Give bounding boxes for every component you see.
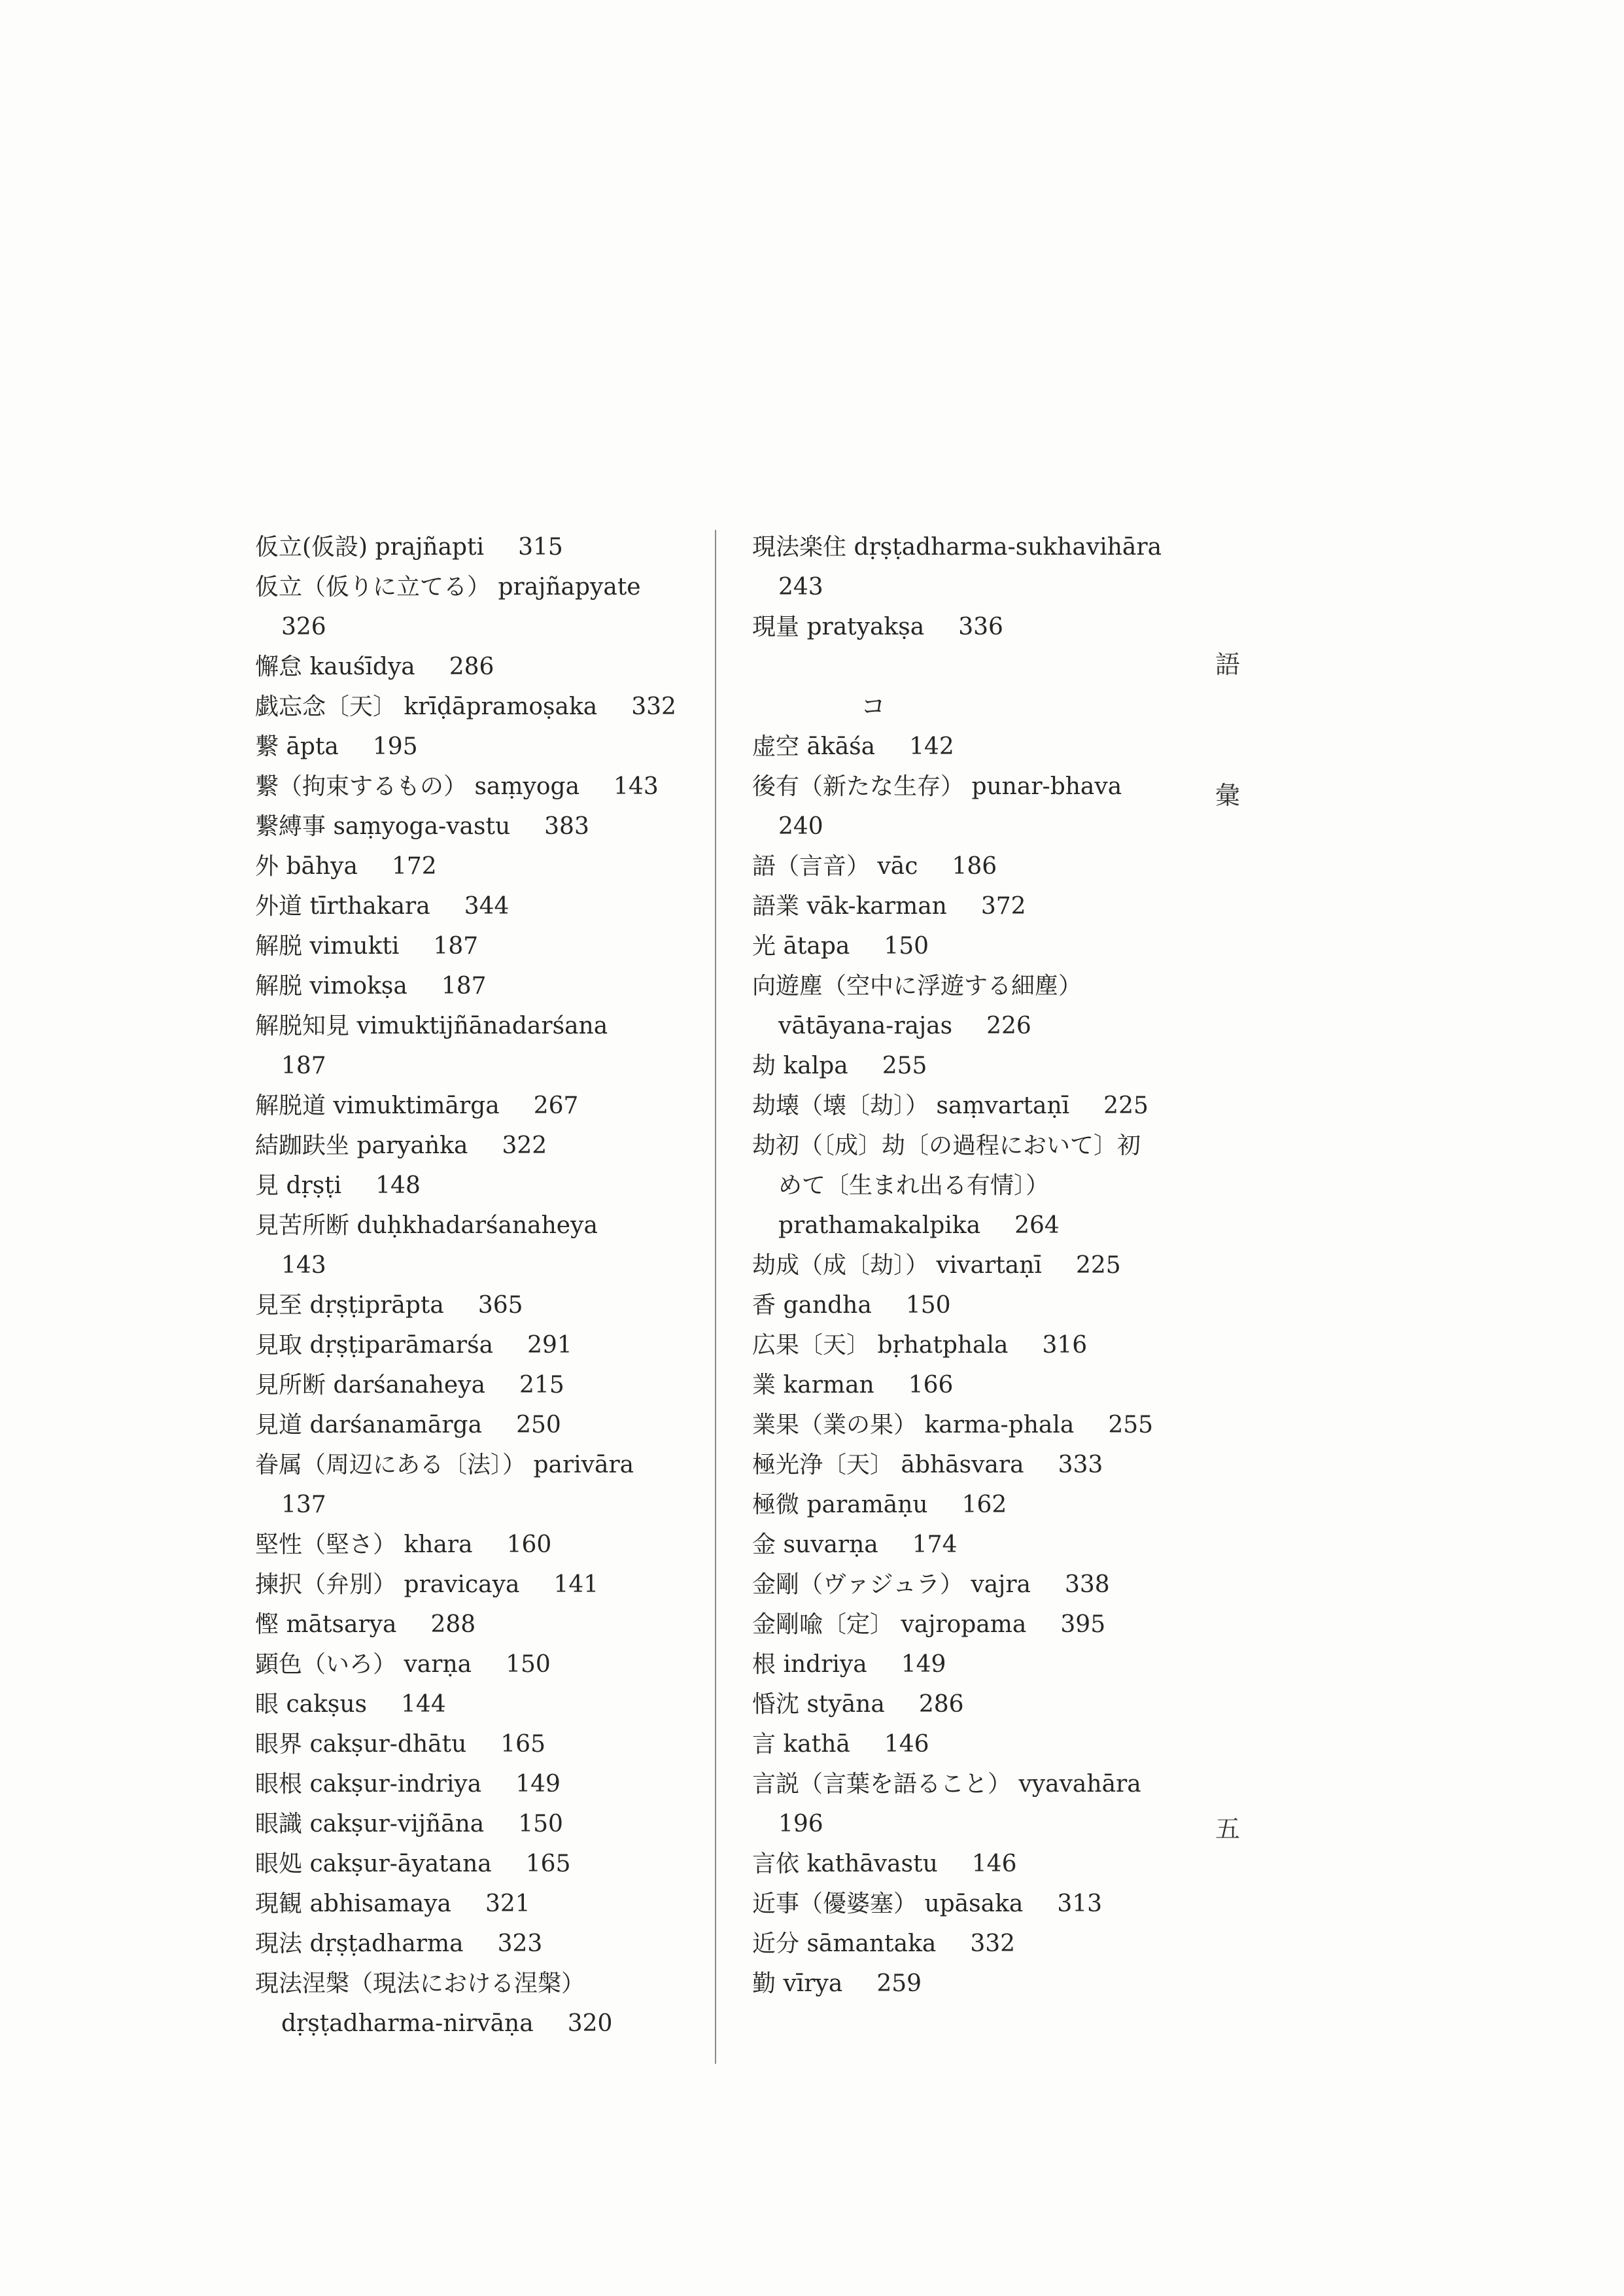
entry-term: prathamakalpika <box>778 1212 981 1239</box>
entry-term: 眷属（周辺にある〔法〕） parivāra <box>255 1452 634 1478</box>
entry-page-number: 322 <box>502 1132 547 1159</box>
entry-page-number: 332 <box>970 1930 1016 1957</box>
index-entry-continuation <box>752 1206 1223 1245</box>
entry-term: 言説（言葉を語ること） vyavahāra <box>752 1771 1141 1798</box>
index-entry <box>255 1365 713 1405</box>
index-entry <box>752 1485 1223 1525</box>
entry-page-number: 187 <box>441 973 487 1000</box>
entry-term: 解脱知見 vimuktijñānadarśana <box>255 1013 608 1039</box>
index-entry-continuation <box>752 1006 1223 1046</box>
entry-page-number: 144 <box>401 1691 446 1718</box>
section-heading: コ <box>860 692 886 721</box>
index-entry-continuation <box>255 607 713 647</box>
entry-page-number: 395 <box>1060 1611 1106 1638</box>
entry-term: 言 kathā <box>752 1731 850 1758</box>
index-entry <box>752 1964 1223 2004</box>
entry-term: 見取 dṛṣṭiparāmarśa <box>255 1332 494 1359</box>
entry-page-number: 288 <box>430 1611 476 1638</box>
entry-term: dṛṣṭadharma-nirvāṇa <box>281 2010 534 2037</box>
entry-page-number: 174 <box>912 1531 958 1558</box>
index-entry <box>255 1206 713 1245</box>
entry-term: 現観 abhisamaya <box>255 1890 451 1917</box>
index-entry <box>752 727 1223 767</box>
index-entry <box>752 1445 1223 1485</box>
entry-page-number: 338 <box>1065 1571 1110 1598</box>
entry-page-number: 332 <box>631 693 676 720</box>
entry-term: 虚空 ākāśa <box>752 733 876 760</box>
entry-term: 眼根 cakṣur-indriya <box>255 1771 482 1798</box>
entry-term: 極光浄〔天〕 ābhāsvara <box>752 1452 1024 1478</box>
index-entry <box>255 926 713 966</box>
entry-term: 後有（新たな生存） punar-bhava <box>752 773 1122 800</box>
side-label-2: 彙 <box>1215 781 1241 810</box>
index-entry <box>255 1445 713 1485</box>
entry-page-number: 286 <box>449 653 494 680</box>
index-entry <box>255 1126 713 1166</box>
index-column-left <box>255 527 713 2044</box>
index-entry <box>255 647 713 687</box>
entry-page-number: 225 <box>1103 1092 1149 1119</box>
entry-term: 劫 kalpa <box>752 1052 848 1079</box>
entry-page-number: 150 <box>905 1292 951 1319</box>
index-entry <box>255 1006 713 1046</box>
entry-page-number: 143 <box>281 1252 326 1279</box>
entry-term: 外道 tīrthakara <box>255 893 430 920</box>
entry-page-number: 215 <box>519 1372 564 1399</box>
entry-page-number: 146 <box>971 1851 1017 1877</box>
entry-term: 繋 āpta <box>255 733 339 760</box>
entry-page-number: 250 <box>516 1412 561 1438</box>
entry-term: 劫成（成〔劫〕） vivartaṇī <box>752 1252 1042 1279</box>
index-entry <box>255 767 713 807</box>
entry-page-number: 323 <box>497 1930 543 1957</box>
entry-page-number: 336 <box>958 614 1003 640</box>
entry-page-number: 383 <box>544 813 589 840</box>
entry-term: 言依 kathāvastu <box>752 1851 938 1877</box>
index-entry <box>752 1245 1223 1285</box>
index-entry <box>255 1884 713 1924</box>
entry-page-number: 313 <box>1057 1890 1103 1917</box>
entry-term: 根 indriya <box>752 1651 867 1678</box>
entry-term: 繋縛事 saṃyoga-vastu <box>255 813 511 840</box>
index-entry <box>255 1924 713 1964</box>
entry-page-number: 148 <box>375 1172 421 1199</box>
index-entry <box>752 1724 1223 1764</box>
entry-term: 勤 vīrya <box>752 1970 843 1997</box>
index-entry-continuation <box>752 567 1223 607</box>
entry-page-number: 166 <box>908 1372 954 1399</box>
index-entry <box>752 1644 1223 1684</box>
index-entry <box>255 846 713 886</box>
index-entry <box>255 687 713 727</box>
index-entry <box>255 1764 713 1804</box>
entry-page-number: 264 <box>1014 1212 1060 1239</box>
entry-page-number: 142 <box>909 733 954 760</box>
entry-page-number: 240 <box>778 813 823 840</box>
entry-term: 光 ātapa <box>752 933 850 960</box>
entry-page-number: 150 <box>884 933 929 960</box>
column-divider <box>715 530 716 2064</box>
entry-term: 見所断 darśanaheya <box>255 1372 486 1399</box>
index-entry <box>752 1924 1223 1964</box>
entry-page-number: 137 <box>281 1491 326 1518</box>
index-entry <box>752 1046 1223 1086</box>
entry-term: 懈怠 kauśīdya <box>255 653 415 680</box>
entry-term: 業 karman <box>752 1372 874 1399</box>
entry-term: 解脱 vimukti <box>255 933 400 960</box>
entry-term: 解脱道 vimuktimārga <box>255 1092 500 1119</box>
index-entry-continuation <box>752 1166 1223 1206</box>
index-entry <box>752 1684 1223 1724</box>
entry-term: 見苦所断 duḥkhadarśanaheya <box>255 1212 598 1239</box>
entry-term: 慳 mātsarya <box>255 1611 397 1638</box>
index-entry <box>752 1365 1223 1405</box>
entry-page-number: 172 <box>391 853 437 880</box>
entry-term: 劫壊（壊〔劫〕） saṃvartaṇī <box>752 1092 1070 1119</box>
index-entry <box>255 527 713 567</box>
entry-term: 現法楽住 dṛṣṭadharma-sukhavihāra <box>752 534 1162 561</box>
entry-page-number: 143 <box>613 773 659 800</box>
entry-term: 眼識 cakṣur-vijñāna <box>255 1811 485 1837</box>
entry-term: 見至 dṛṣṭiprāpta <box>255 1292 444 1319</box>
entry-term: 香 gandha <box>752 1292 872 1319</box>
entry-term: 近分 sāmantaka <box>752 1930 937 1957</box>
entry-term: 解脱 vimokṣa <box>255 973 407 1000</box>
entry-page-number: 149 <box>901 1651 946 1678</box>
index-entry <box>255 727 713 767</box>
entry-page-number: 196 <box>778 1811 823 1837</box>
index-entry <box>255 567 713 607</box>
index-entry <box>255 1325 713 1365</box>
index-column-right <box>752 527 1223 2004</box>
entry-term: 極微 paramāṇu <box>752 1491 928 1518</box>
entry-term: 語（言音） vāc <box>752 853 918 880</box>
entry-term: 結跏趺坐 paryaṅka <box>255 1132 468 1159</box>
entry-page-number: 255 <box>1108 1412 1154 1438</box>
entry-page-number: 187 <box>281 1052 326 1079</box>
index-entry <box>752 527 1223 567</box>
entry-page-number: 243 <box>778 574 823 600</box>
entry-term: 眼界 cakṣur-dhātu <box>255 1731 467 1758</box>
index-entry <box>752 1884 1223 1924</box>
entry-page-number: 146 <box>884 1731 929 1758</box>
index-entry <box>255 807 713 846</box>
index-entry <box>752 846 1223 886</box>
entry-page-number: 344 <box>464 893 510 920</box>
entry-page-number: 291 <box>527 1332 572 1359</box>
entry-term: 金剛（ヴァジュラ） vajra <box>752 1571 1031 1598</box>
entry-page-number: 259 <box>876 1970 922 1997</box>
entry-term: 金 suvarṇa <box>752 1531 878 1558</box>
entry-page-number: 255 <box>882 1052 927 1079</box>
entry-term: 眼 cakṣus <box>255 1691 368 1718</box>
index-entry <box>752 926 1223 966</box>
entry-term: 仮立（仮りに立てる） prajñapyate <box>255 574 641 600</box>
entry-page-number: 150 <box>518 1811 563 1837</box>
index-entry <box>255 1684 713 1724</box>
entry-page-number: 162 <box>961 1491 1007 1518</box>
index-entry <box>255 1964 713 2004</box>
index-entry-continuation <box>255 2004 713 2044</box>
entry-term: 語業 vāk-karman <box>752 893 947 920</box>
entry-term: めて〔生まれ出る有情〕） <box>778 1172 1050 1199</box>
entry-term: 揀択（弁別） pravicaya <box>255 1571 520 1598</box>
entry-page-number: 149 <box>515 1771 561 1798</box>
index-entry <box>752 1285 1223 1325</box>
entry-page-number: 320 <box>567 2010 613 2037</box>
index-entry <box>752 1325 1223 1365</box>
entry-term: 現量 pratyakṣa <box>752 614 925 640</box>
index-entry <box>255 1086 713 1126</box>
entry-term: 顕色（いろ） varṇa <box>255 1651 472 1678</box>
index-entry <box>752 1565 1223 1605</box>
index-entry-continuation <box>752 1804 1223 1844</box>
entry-page-number: 226 <box>986 1013 1031 1039</box>
entry-page-number: 286 <box>918 1691 964 1718</box>
index-entry <box>255 1405 713 1445</box>
entry-term: 眼処 cakṣur-āyatana <box>255 1851 492 1877</box>
index-entry <box>752 1126 1223 1166</box>
index-entry <box>752 1844 1223 1884</box>
index-entry-continuation <box>255 1046 713 1086</box>
entry-page-number: 186 <box>952 853 997 880</box>
index-entry-continuation <box>255 1245 713 1285</box>
entry-page-number: 165 <box>500 1731 545 1758</box>
entry-term: 仮立(仮設) prajñapti <box>255 534 485 561</box>
entry-page-number: 141 <box>553 1571 599 1598</box>
index-entry <box>255 1285 713 1325</box>
index-entry <box>752 1525 1223 1565</box>
index-entry <box>752 1405 1223 1445</box>
index-entry <box>255 1644 713 1684</box>
index-entry <box>255 966 713 1006</box>
entry-term: 劫初（〔成〕劫〔の過程において〕初 <box>752 1132 1141 1159</box>
index-entry <box>255 886 713 926</box>
entry-page-number: 333 <box>1058 1452 1103 1478</box>
entry-page-number: 321 <box>485 1890 530 1917</box>
index-entry <box>255 1605 713 1644</box>
index-entry-continuation <box>752 807 1223 846</box>
entry-term: 広果〔天〕 bṛhatphala <box>752 1332 1009 1359</box>
index-entry <box>752 1605 1223 1644</box>
entry-term: 金剛喩〔定〕 vajropama <box>752 1611 1027 1638</box>
index-entry <box>752 886 1223 926</box>
index-entry <box>255 1844 713 1884</box>
entry-page-number: 165 <box>525 1851 571 1877</box>
entry-page-number: 315 <box>518 534 563 561</box>
entry-term: 現法涅槃（現法における涅槃） <box>255 1970 585 1997</box>
entry-page-number: 195 <box>372 733 418 760</box>
entry-term: vātāyana-rajas <box>778 1013 953 1039</box>
entry-page-number: 365 <box>477 1292 523 1319</box>
index-entry-continuation <box>255 1485 713 1525</box>
index-entry <box>752 607 1223 647</box>
entry-term: 見道 darśanamārga <box>255 1412 483 1438</box>
index-entry <box>752 767 1223 807</box>
index-entry <box>255 1166 713 1206</box>
entry-term: 業果（業の果） karma-phala <box>752 1412 1075 1438</box>
side-label-1: 語 <box>1215 650 1241 679</box>
index-entry <box>752 966 1223 1006</box>
entry-term: 現法 dṛṣṭadharma <box>255 1930 464 1957</box>
entry-page-number: 150 <box>506 1651 551 1678</box>
index-entry <box>752 1764 1223 1804</box>
index-entry <box>255 1804 713 1844</box>
entry-page-number: 187 <box>433 933 479 960</box>
entry-term: 近事（優婆塞） upāsaka <box>752 1890 1024 1917</box>
index-entry <box>255 1565 713 1605</box>
entry-term: 惛沈 styāna <box>752 1691 885 1718</box>
entry-term: 繋（拘束するもの） saṃyoga <box>255 773 580 800</box>
entry-page-number: 160 <box>506 1531 552 1558</box>
entry-page-number: 316 <box>1042 1332 1088 1359</box>
entry-page-number: 267 <box>533 1092 579 1119</box>
blank-line <box>752 647 1223 687</box>
entry-term: 外 bāhya <box>255 853 358 880</box>
side-label-3: 五 <box>1215 1815 1241 1843</box>
index-entry <box>255 1724 713 1764</box>
entry-term: 戯忘念〔天〕 krīḍāpramoṣaka <box>255 693 598 720</box>
index-entry <box>255 1525 713 1565</box>
entry-term: 見 dṛṣṭi <box>255 1172 342 1199</box>
entry-term: 向遊塵（空中に浮遊する細塵） <box>752 973 1082 1000</box>
entry-page-number: 225 <box>1075 1252 1121 1279</box>
index-entry <box>752 1086 1223 1126</box>
entry-page-number: 326 <box>281 614 326 640</box>
entry-term: 堅性（堅さ） khara <box>255 1531 473 1558</box>
entry-page-number: 372 <box>980 893 1026 920</box>
